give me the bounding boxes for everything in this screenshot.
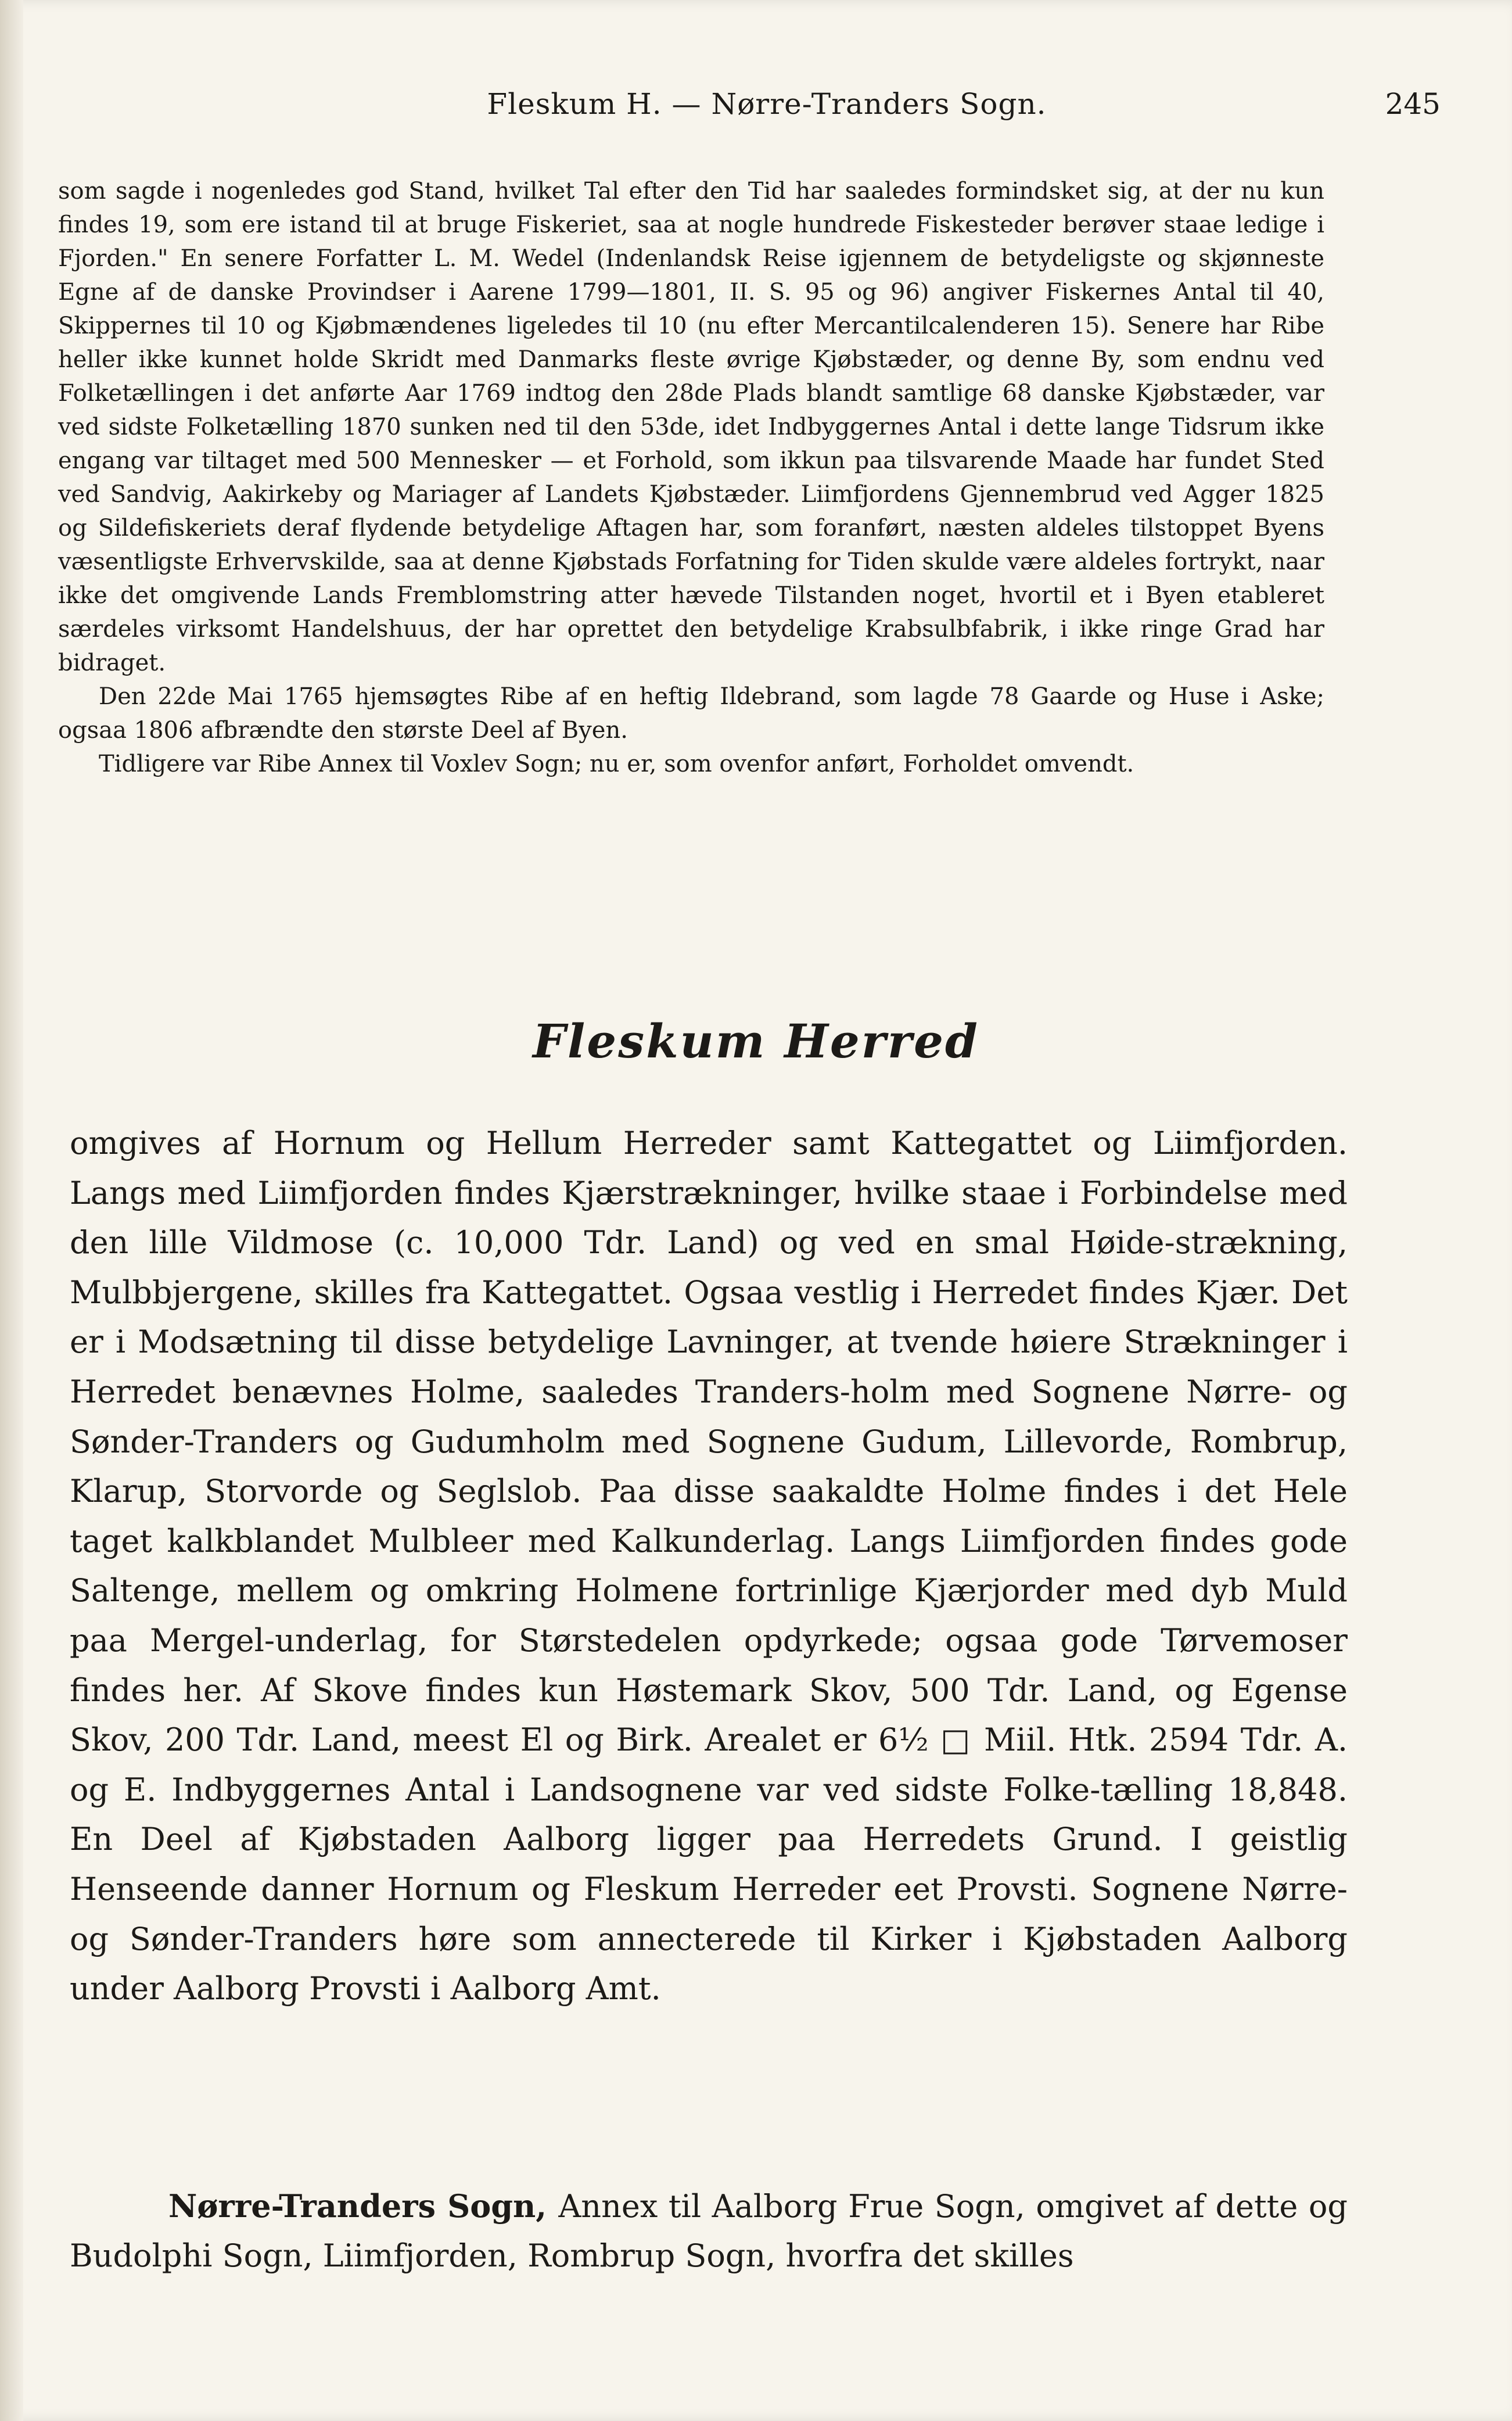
parish-name: Nørre-Tranders Sogn, — [168, 2187, 559, 2225]
page-number: 245 — [1385, 87, 1441, 121]
paragraph-annex: Tidligere var Ribe Annex til Voxlev Sogn; nu er, som ovenfor anført, Forholdet omvendt. — [99, 751, 1134, 777]
paragraph-ribe-history: som sagde i nogenledes god Stand, hvilket Tal efter den Tid har saaledes formindsket sig, at der nu kun findes 19, som ere istand til at bruge Fiskeriet, saa at nogle hundrede Fiskesteder berøver staae ledige i Fjorden." En senere Forfatter L. M. Wedel (Indenlandsk Reise igjennem de betydeligste og skjønneste Egne af de danske Provindser i Aarene 1799—1801, II. S. 95 og 96) angiver Fiskernes Antal til 40, Skippernes til 10 og Kjøbmændenes ligeledes til 10 (nu efter Mercantilcalenderen 15). Senere har Ribe heller ikke kunnet holde Skridt med Danmarks fleste øvrige Kjøbstæder, og denne By, som endnu ved Folketællingen i det anførte Aar 1769 indtog den 28de Plads blandt samtlige 68 danske Kjøbstæder, var ved sidste Folketælling 1870 sunken ned til den 53de, idet Indbyggernes Antal i dette lange Tidsrum ikke engang var tiltaget med 500 Mennesker — et Forhold, som ikkun paa tilsvarende Maade har fundet Sted ved Sandvig, Aakirkeby og Mariager af Landets Kjøbstæder. Liimfjordens Gjennembrud ved Agger 1825 og Sildefiskeriets deraf flydende betydelige Aftagen har, som foranført, næsten aldeles tilstoppet Byens væsentligste Erhvervskilde, saa at denne Kjøbstads Forfatning for Tiden skulde være aldeles fortrykt, naar ikke det omgivende Lands Fremblomstring atter hævede Tilstanden noget, hvortil et i Byen etableret særdeles virksomt Handelshuus, der har oprettet den betydelige Krabsulbfabrik, i ikke ringe Grad har bidraget. — [58, 178, 1324, 676]
parish-entry — [70, 2182, 1348, 2280]
section-body — [70, 1118, 1348, 2014]
continued-text — [58, 174, 1324, 781]
paragraph-fire: Den 22de Mai 1765 hjemsøgtes Ribe af en heftig Ildebrand, som lagde 78 Gaarde og Huse i Aske; ogsaa 1806 afbrændte den største Deel af Byen. — [58, 683, 1324, 744]
section-heading: Fleskum Herred — [533, 1014, 979, 1068]
page-binding-shadow — [0, 0, 23, 2421]
herred-description: omgives af Hornum og Hellum Herreder samt Kattegattet og Liimfjorden. Langs med Liimfjorden findes Kjærstrækninger, hvilke staae i Forbindelse med den lille Vildmose (c. 10,000 Tdr. Land) og ved en smal Høide-strækning, Mulbbjergene, skilles fra Kattegattet. Ogsaa vestlig i Herredet findes Kjær. Det er i Modsætning til disse betydelige Lavninger, at tvende høiere Strækninger i Herredet benævnes Holme, saaledes Tranders-holm med Sognene Nørre- og Sønder-Tranders og Gudumholm med Sognene Gudum, Lillevorde, Rombrup, Klarup, Storvorde og Seglslob. Paa disse saakaldte Holme findes i det Hele taget kalkblandet Mulbleer med Kalkunderlag. Langs Liimfjorden findes gode Saltenge, mellem og omkring Holmene fortrinlige Kjærjorder med dyb Muld paa Mergel-underlag, for Størstedelen opdyrkede; ogsaa gode Tørvemoser findes her. Af Skove findes kun Høstemark Skov, 500 Tdr. Land, og Egense Skov, 200 Tdr. Land, meest El og Birk. Arealet er 6½ □ Miil. Htk. 2594 Tdr. A. og E. Indbyggernes Antal i Landsognene var ved sidste Folke-tælling 18,848. En Deel af Kjøbstaden Aalborg ligger paa Herredets Grund. I geistlig Henseende danner Hornum og Fleskum Herreder eet Provsti. Sognene Nørre- og Sønder-Tranders høre som annecterede til Kirker i Kjøbstaden Aalborg under Aalborg Provsti i Aalborg Amt. — [70, 1125, 1348, 2007]
running-head: Fleskum H. — Nørre-Tranders Sogn. — [487, 87, 1047, 121]
parish-text: Annex til Aalborg Frue Sogn, omgivet af dette og Budolphi Sogn, Liimfjorden, Rombrup Sogn, hvorfra det skilles — [70, 2188, 1348, 2274]
page-header — [58, 87, 1475, 134]
